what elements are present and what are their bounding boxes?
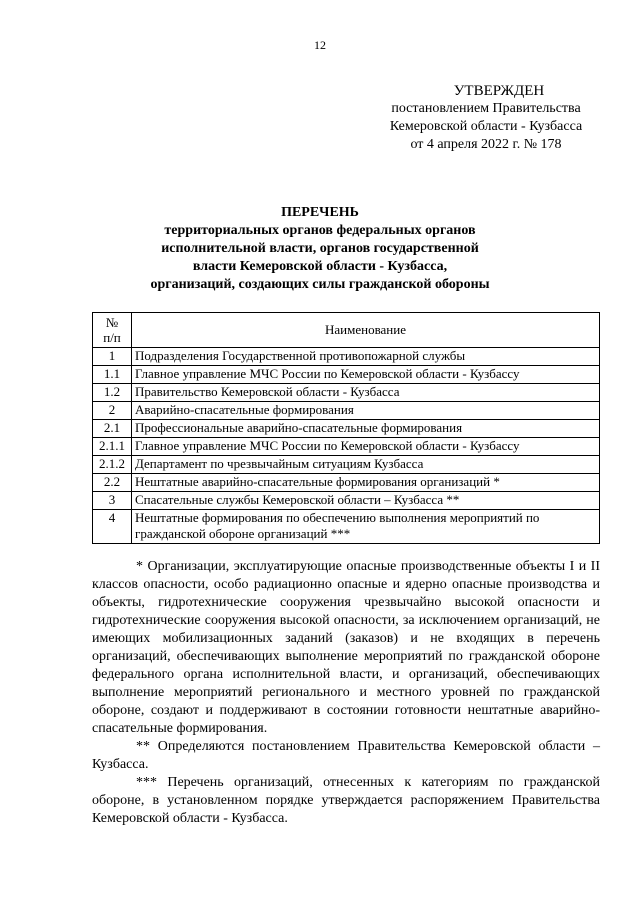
footnote-2: ** Определяются постановлением Правительства Кемеровской области – Кузбасса. bbox=[92, 739, 600, 772]
row-name: Главное управление МЧС России по Кемеровской области - Кузбассу bbox=[132, 438, 600, 456]
organizations-table bbox=[92, 312, 600, 544]
row-number: 2.2 bbox=[93, 474, 132, 492]
title-line-2: территориальных органов федеральных органов bbox=[164, 223, 476, 238]
row-number: 1 bbox=[93, 348, 132, 366]
row-name: Департамент по чрезвычайным ситуациям Кузбасса bbox=[132, 456, 600, 474]
approval-line-1: постановлением Правительства bbox=[391, 101, 581, 116]
table-row bbox=[93, 438, 600, 456]
table-row bbox=[93, 420, 600, 438]
table-row bbox=[93, 492, 600, 510]
approval-line-2: Кемеровской области - Кузбасса bbox=[389, 119, 583, 134]
footnotes bbox=[92, 558, 600, 828]
footnote-3: *** Перечень организаций, отнесенных к категориям по гражданской обороне, в установленном порядке утверждается распоряжением Правительства Кемеровской области - Кузбасса. bbox=[92, 775, 600, 826]
header-name: Наименование bbox=[132, 313, 600, 348]
table-row bbox=[93, 366, 600, 384]
row-name: Главное управление МЧС России по Кемеровской области - Кузбассу bbox=[132, 366, 600, 384]
header-number bbox=[93, 313, 132, 348]
approval-heading: УТВЕРЖДЕН bbox=[453, 83, 545, 99]
row-name: Профессиональные аварийно-спасательные формирования bbox=[132, 420, 600, 438]
page-number: 12 bbox=[314, 38, 326, 52]
approval-block bbox=[370, 82, 602, 154]
footnote-1: * Организации, эксплуатирующие опасные производственные объекты I и II классов опасности, особо радиационно опасные и ядерно опасные производства и объекты, гидротехнические сооружения чрезвычайно высокой опасности и гидротехнические сооружения высокой опасности, за исключением организаций, не имеющих мобилизационных заданий (заказов) и не входящих в перечень организаций, обеспечивающих выполнение мероприятий по гражданской обороне федерального органа исполнительной власти, и организаций, обеспечивающих выполнение мероприятий регионального и местного уровней по гражданской обороне, создают и поддерживают в состоянии готовности нештатные аварийно-спасательные формирования. bbox=[92, 559, 600, 736]
title-line-1: ПЕРЕЧЕНЬ bbox=[281, 205, 359, 220]
table-header-row bbox=[93, 313, 600, 348]
title-line-5: организаций, создающих силы гражданской обороны bbox=[150, 277, 490, 292]
row-name: Аварийно-спасательные формирования bbox=[132, 402, 600, 420]
row-number: 3 bbox=[93, 492, 132, 510]
row-name: Нештатные формирования по обеспечению выполнения мероприятий по гражданской обороне организаций *** bbox=[132, 510, 600, 544]
row-name: Подразделения Государственной противопожарной службы bbox=[132, 348, 600, 366]
header-number-sign: № bbox=[105, 315, 119, 330]
row-number: 2.1.2 bbox=[93, 456, 132, 474]
row-number: 1.1 bbox=[93, 366, 132, 384]
row-number: 1.2 bbox=[93, 384, 132, 402]
table-row bbox=[93, 402, 600, 420]
title-line-3: исполнительной власти, органов государственной bbox=[161, 241, 479, 256]
row-name: Правительство Кемеровской области - Кузбасса bbox=[132, 384, 600, 402]
row-number: 2 bbox=[93, 402, 132, 420]
row-name: Спасательные службы Кемеровской области – Кузбасса ** bbox=[132, 492, 600, 510]
header-number-abbr: п/п bbox=[103, 330, 121, 345]
row-number: 2.1 bbox=[93, 420, 132, 438]
document-title bbox=[120, 204, 520, 294]
table-row bbox=[93, 348, 600, 366]
row-number: 4 bbox=[93, 510, 132, 544]
row-name: Нештатные аварийно-спасательные формирования организаций * bbox=[132, 474, 600, 492]
row-number: 2.1.1 bbox=[93, 438, 132, 456]
table-row bbox=[93, 474, 600, 492]
table-row bbox=[93, 456, 600, 474]
table-row bbox=[93, 510, 600, 544]
approval-line-3: от 4 апреля 2022 г. № 178 bbox=[410, 137, 562, 152]
title-line-4: власти Кемеровской области - Кузбасса, bbox=[192, 259, 448, 274]
table-row bbox=[93, 384, 600, 402]
